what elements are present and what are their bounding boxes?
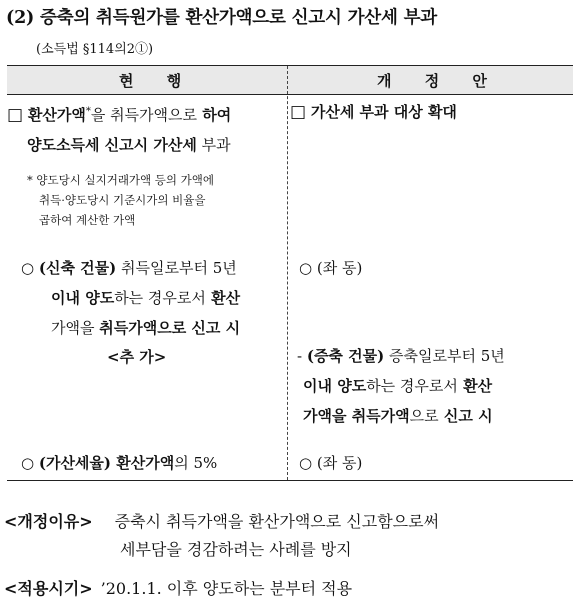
circle-bullet-icon: ○	[299, 454, 317, 472]
revised-same-2: ○ (좌 동)	[299, 454, 363, 472]
header-revised: 개 정 안	[377, 72, 501, 90]
checkbox-square-icon: □	[7, 105, 24, 125]
column-divider	[287, 66, 288, 480]
revised-dash-added-building: - (증축 건물) 증축일로부터 5년 이내 양도하는 경우로서 환산 가액을 취득가액으로 신고 시	[297, 347, 505, 425]
circle-bullet-icon: ○	[21, 454, 39, 472]
revision-reason: <개정이유> 증축시 취득가액을 환산가액으로 신고함으로써 세부담을 경감하려는 사례를 방지	[4, 512, 440, 559]
current-add-note: <추 가>	[107, 348, 167, 366]
current-bullet-penalty-rate: ○ (가산세율) 환산가액의 5%	[21, 454, 218, 472]
revised-item1: □ 가산세 부과 대상 확대	[290, 102, 457, 122]
circle-bullet-icon: ○	[21, 259, 39, 277]
current-bullet-new-building: ○ (신축 건물) 취득일로부터 5년 이내 양도하는 경우로서 환산 가액을 취득가액으로 신고 시	[21, 259, 241, 337]
table-header	[7, 66, 573, 95]
current-footnote: * 양도당시 실지거래가액 등의 가액에 취득·양도당시 기준시가의 비율을 곱하여 계산한 가액	[27, 173, 215, 227]
revised-same-1: ○ (좌 동)	[299, 259, 363, 277]
current-item1: □ 환산가액*을 취득가액으로 하여 양도소득세 신고시 가산세 부과	[7, 105, 232, 154]
law-reference: (소득법 §114의2①)	[36, 42, 154, 57]
header-current: 현 행	[119, 72, 196, 90]
section-title: (2) 증축의 취득원가를 환산가액으로 신고시 가산세 부과	[6, 8, 438, 28]
comparison-table	[7, 65, 573, 481]
effective-date: <적용시기> ’20.1.1. 이후 양도하는 분부터 적용	[4, 579, 353, 598]
circle-bullet-icon: ○	[299, 259, 317, 277]
checkbox-square-icon: □	[290, 102, 307, 122]
